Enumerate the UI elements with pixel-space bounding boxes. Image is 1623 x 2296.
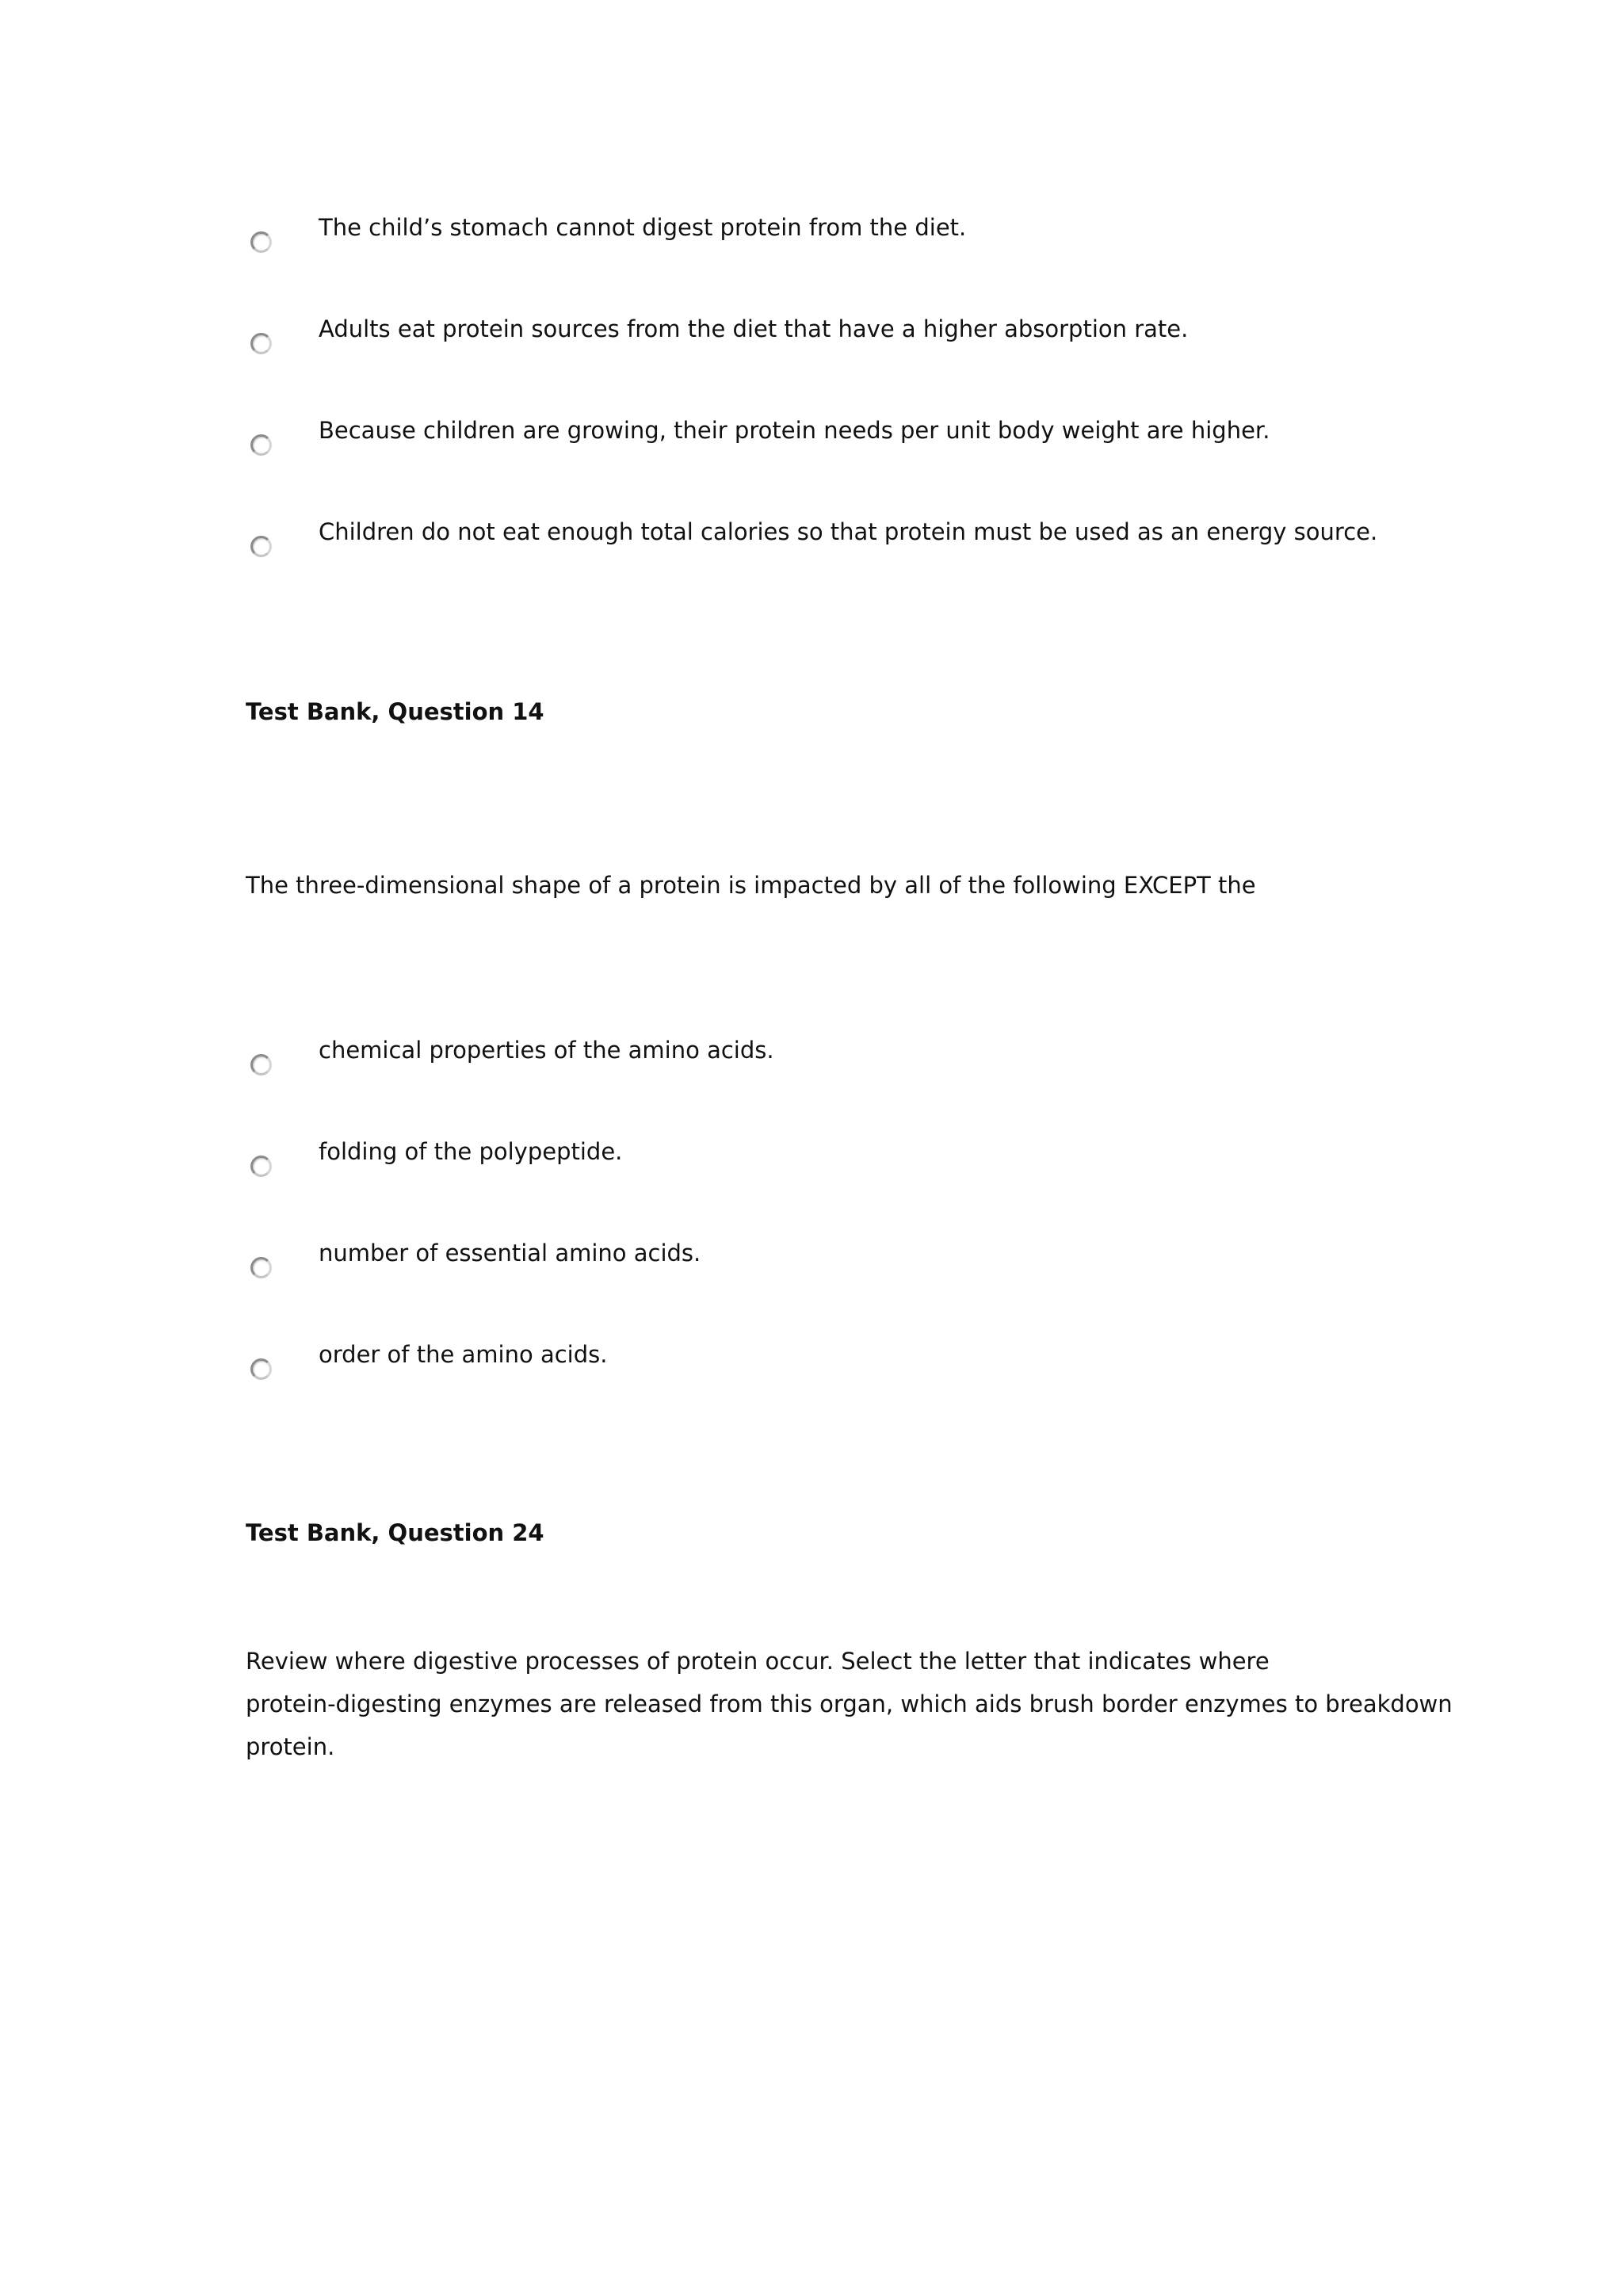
question-heading: Test Bank, Question 14 <box>246 698 544 725</box>
answer-option[interactable] <box>246 517 1434 564</box>
answer-option-text: folding of the polypeptide. <box>319 1138 623 1165</box>
radio-button-icon[interactable] <box>250 536 272 557</box>
radio-button-icon[interactable] <box>250 1358 272 1380</box>
question-prompt <box>246 1640 1453 1768</box>
radio-button-icon[interactable] <box>250 1257 272 1278</box>
answer-option-text: order of the amino acids. <box>319 1341 608 1368</box>
radio-button-icon[interactable] <box>250 1156 272 1177</box>
question-prompt-text: The three-dimensional shape of a protein is impacted by all of the following EXCEPT the <box>246 872 1256 899</box>
answer-option-text: Children do not eat enough total calories so that protein must be used as an energy source. <box>319 518 1378 545</box>
answer-option[interactable] <box>246 1137 1434 1184</box>
radio-button-icon[interactable] <box>250 333 272 354</box>
answer-option-text: The child’s stomach cannot digest protein from the diet. <box>319 214 967 241</box>
radio-button-icon[interactable] <box>250 434 272 456</box>
answer-option[interactable] <box>246 1035 1434 1083</box>
answer-option[interactable] <box>246 314 1434 361</box>
question-prompt-line: Review where digestive processes of protein occur. Select the letter that indicates where <box>246 1648 1270 1675</box>
answer-option[interactable] <box>246 415 1434 463</box>
answer-option[interactable] <box>246 1238 1434 1286</box>
question-prompt-line: protein-digesting enzymes are released from this organ, which aids brush border enzymes to breakdown <box>246 1690 1453 1717</box>
question-prompt-line: protein. <box>246 1733 335 1760</box>
answer-option-text: Because children are growing, their protein needs per unit body weight are higher. <box>319 417 1270 444</box>
answer-option-text: chemical properties of the amino acids. <box>319 1037 774 1064</box>
question-heading: Test Bank, Question 24 <box>246 1519 544 1546</box>
answer-option[interactable] <box>246 1339 1434 1387</box>
radio-button-icon[interactable] <box>250 1054 272 1075</box>
radio-button-icon[interactable] <box>250 231 272 253</box>
answer-option-text: number of essential amino acids. <box>319 1240 701 1266</box>
answer-option[interactable] <box>246 212 1434 260</box>
answer-option-text: Adults eat protein sources from the diet that have a higher absorption rate. <box>319 315 1189 342</box>
question-prompt <box>246 864 1403 907</box>
